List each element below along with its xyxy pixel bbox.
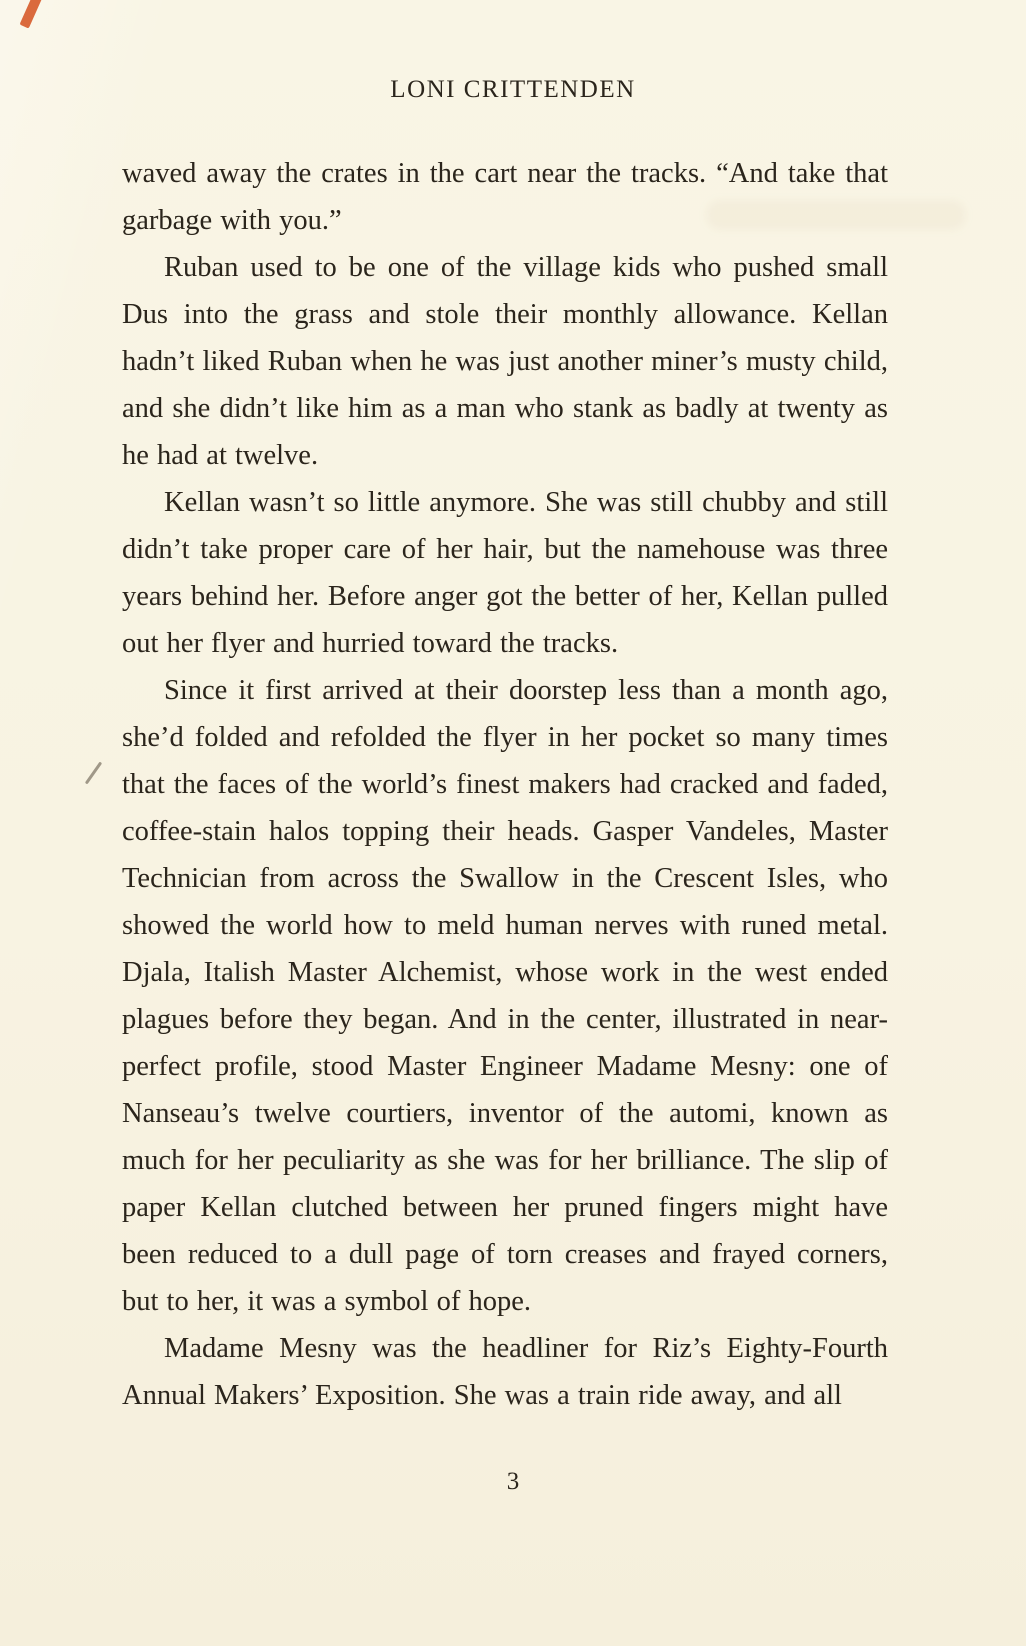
paragraph: waved away the crates in the cart near the tracks. “And take that garbage with you.”: [122, 158, 888, 236]
paragraph: Kellan wasn’t so little anymore. She was still chubby and still didn’t take proper care of her hair, but the namehouse was three years behind her. Before anger got the better of her, Kellan pulled out her flyer and hurried toward the tracks.: [122, 487, 888, 659]
paragraph: Madame Mesny was the headliner for Riz’s Eighty-Fourth Annual Makers’ Exposition. She was a train ride away, and all: [122, 1333, 888, 1411]
paragraph: Since it first arrived at their doorstep less than a month ago, she’d folded and refolded the flyer in her pocket so many times that the faces of the world’s finest makers had cracked and faded, coffee-stain halos topping their heads. Gasper Vandeles, Master Technician from across the Swallow in the Crescent Isles, who showed the world how to meld human nerves with runed metal. Djala, Italish Master Alchemist, whose work in the west ended plagues before they began. And in the center, illustrated in near-perfect profile, stood Master Engineer Madame Mesny: one of Nanseau’s twelve courtiers, inventor of the automi, known as much for her peculiarity as she was for her brilliance. The slip of paper Kellan clutched between her pruned fingers might have been reduced to a dull page of torn creases and frayed corners, but to her, it was a symbol of hope.: [122, 675, 888, 1317]
margin-pencil-mark: [85, 761, 102, 784]
page-number: 3: [506, 1468, 520, 1495]
paragraph: Ruban used to be one of the village kids who pushed small Dus into the grass and stole their monthly allowance. Kellan hadn’t liked Ruban when he was just another miner’s musty child, and she didn’t like him as a man who stank as badly at twenty as he had at twelve.: [122, 252, 888, 471]
running-header-author: LONI CRITTENDEN: [390, 76, 636, 103]
corner-artifact: [20, 0, 43, 29]
body-text: [122, 150, 888, 1419]
